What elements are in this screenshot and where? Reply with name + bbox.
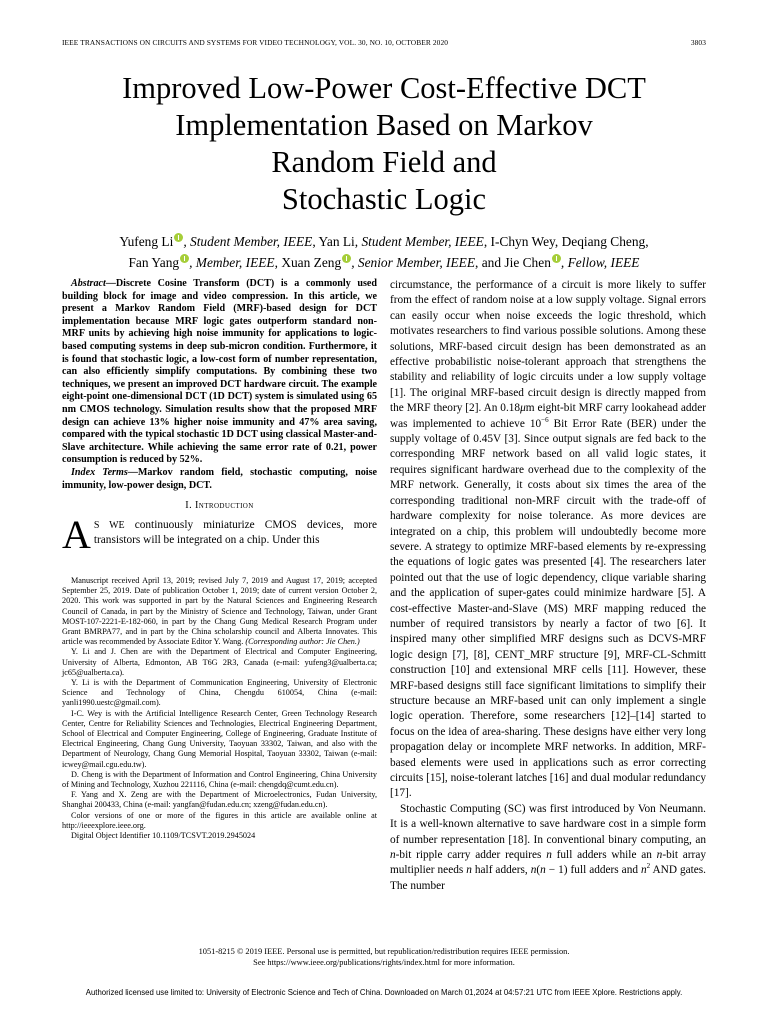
author-yang-role: , Member, IEEE	[189, 255, 275, 270]
orcid-icon[interactable]	[174, 233, 183, 242]
text-run: m eight-bit MRF carry lookahead adder was implemented to achieve 10	[390, 402, 706, 430]
title-line-1: Improved Low-Power Cost-Effective DCT	[122, 71, 646, 105]
index-terms-label: Index Terms	[71, 466, 128, 478]
orcid-icon[interactable]	[180, 254, 189, 263]
journal-header: IEEE TRANSACTIONS ON CIRCUITS AND SYSTEMS FOR VIDEO TECHNOLOGY, VOL. 30, NO. 10, OCTOBER 2020	[62, 38, 449, 47]
section-heading-introduction: I. Introduction	[185, 500, 254, 512]
introduction-paragraph	[62, 512, 377, 558]
title-line-2: Implementation Based on Markov	[175, 108, 593, 142]
author-list	[64, 231, 704, 273]
footnote-manuscript-text: Manuscript received April 13, 2019; revised July 7, 2019 and August 17, 2019; accepted September 25, 2019. Date of publication October 1, 2019; date of current version October 2, 2020. This work was supported in part by the Natural Sciences and Engineering Research Council of Canada, in part by the Ministry of Science and Technology, Taiwan, under Grant MOST-107-2221-E-182-060, in part by the Chang Gung Medical Research Program under Grant BMRPA77, and in part by the China scholarship council and Alberta Innovates. This article was recommended by Associate Editor Y. Wang.	[62, 576, 377, 647]
author-li-role: , Student Member, IEEE	[183, 234, 313, 249]
author-line-2	[64, 252, 704, 273]
index-terms	[62, 467, 377, 492]
author-line-1	[64, 231, 704, 252]
text-run: AND gates. The number	[390, 864, 706, 892]
author-yan-role: Student Member, IEEE	[361, 234, 484, 249]
math-var: n	[530, 864, 537, 877]
copyright-notice	[62, 946, 706, 968]
index-terms-text: —Markov random field, stochastic computing, noise immunity, low-power design, DCT.	[62, 466, 377, 491]
orcid-icon[interactable]	[552, 254, 561, 263]
title-line-3: Random Field and	[271, 145, 497, 179]
paper-title	[64, 70, 704, 218]
footnote-doi: Digital Object Identifier 10.1109/TCSVT.2019.2945024	[71, 831, 256, 841]
body-paragraph-1	[390, 278, 706, 802]
text-run: -bit array multiplier needs	[390, 849, 706, 877]
abstract	[62, 278, 377, 467]
footnote-color-versions: Color versions of one or more of the figures in this article are available online at http://ieeexplore.ieee.org.	[62, 810, 377, 830]
author-yan-li: , Yan Li,	[312, 234, 362, 249]
body-paragraph-2	[390, 802, 706, 894]
right-column	[390, 278, 706, 894]
math-var: n	[656, 849, 663, 862]
page-number: 3803	[690, 38, 706, 47]
abstract-label: Abstract	[71, 278, 106, 289]
intro-text: continuously miniaturize CMOS devices, more transistors will be integrated on a chip. Under this	[93, 519, 377, 547]
text-run: (	[536, 864, 541, 877]
footnote-affiliation-3: I-C. Wey is with the Artificial Intelligence Research Center, Green Technology Research Center, Centre for Reliability Sciences and Technologies, Electrical Engineering Department, School of Electrical and Computer Engineering, College of Engineering, Graduate Institute of Electrical Engineering, Chang Gung University, Taoyuan 33302, Taiwan, and also with the Department of Neurology, Chang Gung Memorial Hospital, Taoyuan 33302, Taiwan (e-mail: icwey@mail.cgu.edu.tw).	[62, 708, 377, 769]
text-run: half adders,	[471, 864, 531, 877]
text-run: Stochastic Computing (SC) was first introduced by Von Neumann. It is a well-known alternative to save hardware cost in a simple form of number representation [18]. In conventional binary computing, an	[390, 802, 706, 846]
author-chen-role: , Fellow, IEEE	[560, 255, 640, 270]
text-run: circumstance, the performance of a circuit is more likely to suffer from the effect of random noise at a low supply voltage. Signal errors can easily occur when noise exceeds the logic threshold, which motivates researchers to find various possible solutions. Among these solutions, MRF-based circuit design has been demonstrated as an effective probabilistic noise-tolerant approach that strengthens the stability and reliability of logic circuits under a low supply voltage [1]. The original MRF-based circuit design is directly mapped from the MRF theory [2]. An 0.18	[390, 279, 706, 415]
title-line-4: Stochastic Logic	[281, 182, 487, 216]
licence-notice: Authorized licensed use limited to: University of Electronic Science and Tech of China. Downloaded on March 01,2024 at 04:57:21 UTC from IEEE Xplore. Restrictions apply.	[85, 988, 683, 997]
math-var: n	[390, 849, 396, 862]
math-var: n	[640, 864, 647, 877]
copyright-line-2: See https://www.ieee.org/publications/rights/index.html for more information.	[253, 958, 515, 967]
copyright-line-1: 1051-8215 © 2019 IEEE. Personal use is permitted, but republication/redistribution requires IEEE permission.	[198, 947, 570, 956]
math-var: n	[466, 864, 472, 877]
text-run: full adders while an	[551, 849, 657, 862]
author-zeng-role: , Senior Member, IEEE	[351, 255, 476, 270]
author-yang-name: Fan Yang	[128, 255, 180, 270]
footnote-affiliation-4: D. Cheng is with the Department of Information and Control Engineering, China University of Mining and Technology, Xuzhou 221116, China (e-mail: chengdq@cumt.edu.cn).	[62, 769, 377, 790]
left-column	[62, 278, 377, 558]
abstract-text: —Discrete Cosine Transform (DCT) is a commonly used building block for image and video compression. In this article, we present a Markov Random Field (MRF)-based design for DCT implementation because MRF logic gates outperform standard non-MRF units by achieving high noise immunity for applications to logic-based computing systems in deep sub-micron condition. Furthermore, it is found that stochastic logic, a low-cost form of number representation, can also efficiently simplify computations. By combining these two techniques, we present an improved DCT hardware circuit. The example eight-point one-dimensional DCT (1D DCT) system is simulated using 65 nm CMOS technology. Simulation results show that the proposed MRF design can achieve 13% higher noise immunity and 47% area saving, compared with the typical stochastic 1D DCT using classical Master-and-Slave architecture. While achieving the same error rate of 0.21, power consumption is reduced by 52%.	[62, 278, 377, 466]
drop-cap: A	[62, 512, 91, 558]
footnotes	[62, 576, 377, 841]
intro-small-caps: S WE	[93, 520, 125, 532]
orcid-icon[interactable]	[342, 254, 351, 263]
footnote-affiliation-5: F. Yang and X. Zeng are with the Department of Microelectronics, Fudan University, Shanghai 200433, China (e-mail: yangfan@fudan.edu.cn; xzeng@fudan.edu.cn).	[62, 790, 377, 810]
author-zeng-name: , Xuan Zeng	[274, 255, 342, 270]
footnote-manuscript	[62, 576, 377, 647]
running-header	[62, 38, 706, 50]
text-run: μ	[520, 402, 526, 415]
superscript: −6	[541, 415, 549, 424]
text-run: -bit ripple carry adder requires	[395, 849, 547, 862]
text-run: Bit Error Rate (BER) under the supply voltage of 0.45V [3]. Since output signals are fed back to the corresponding MRF network based on all valid logic states, it requires significant hardware overhead due to the complexity of the MRF network. Generally, it costs about six times the area of the corresponding traditional non-MRF circuit with the trade-off of hardware complexity for noise tolerance. As more devices are integrated on a chip, this problem will undoubtedly become more severe. A strategy to optimize MRF-based elements by re-expressing the equations of logic gates was presented [4]. The researchers later pointed out that the use of logic dependency, clique variable sharing and the application of super-gates could minimize hardware [5]. A cost-effective Master-and-Slave (MS) MRF mapping reduced the number of required transistors by nearly a factor of two [6]. It inspired many other simplified MRF designs such as DCVS-MRF logic design [7], [8], CENT_MRF structure [9], MRF-CL-Schmitt construction [10] and extensional MRF cells [11]. However, these MRF-based designs still face significant limitations to simplify their structure because an MRF-based unit can only implement a single logic operation. Therefore, some researchers [12]–[14] started to focus on the idea of area-sharing. These designs have either very long propagation delay or incomplete MRF networks. In addition, MRF-based elements were used in applications such as error correcting circuits [15], noise-tolerant latches [16] and dual modular redundancy [17].	[390, 417, 707, 800]
corresponding-author: (Corresponding author: Jie Chen.)	[245, 637, 360, 647]
author-li-name: Yufeng Li	[119, 234, 174, 249]
footnote-affiliation-2: Y. Li is with the Department of Communication Engineering, University of Electronic Science and Technology of China, Chengdu 610054, China (e-mail: yanli1990.uestc@gmail.com).	[62, 678, 377, 708]
author-chen-name: , and Jie Chen	[475, 255, 551, 270]
math-var: n	[540, 864, 546, 877]
author-wey-cheng: , I-Chyn Wey, Deqiang Cheng,	[483, 234, 649, 249]
text-run: − 1) full adders and	[545, 864, 641, 877]
footnote-affiliation-1: Y. Li and J. Chen are with the Department of Electrical and Computer Engineering, University of Alberta, Edmonton, AB T6G 2R3, Canada (e-mail: yufeng3@ualberta.ca; jc65@ualberta.ca).	[62, 647, 377, 677]
math-var: n	[546, 849, 552, 862]
superscript: 2	[646, 862, 651, 871]
